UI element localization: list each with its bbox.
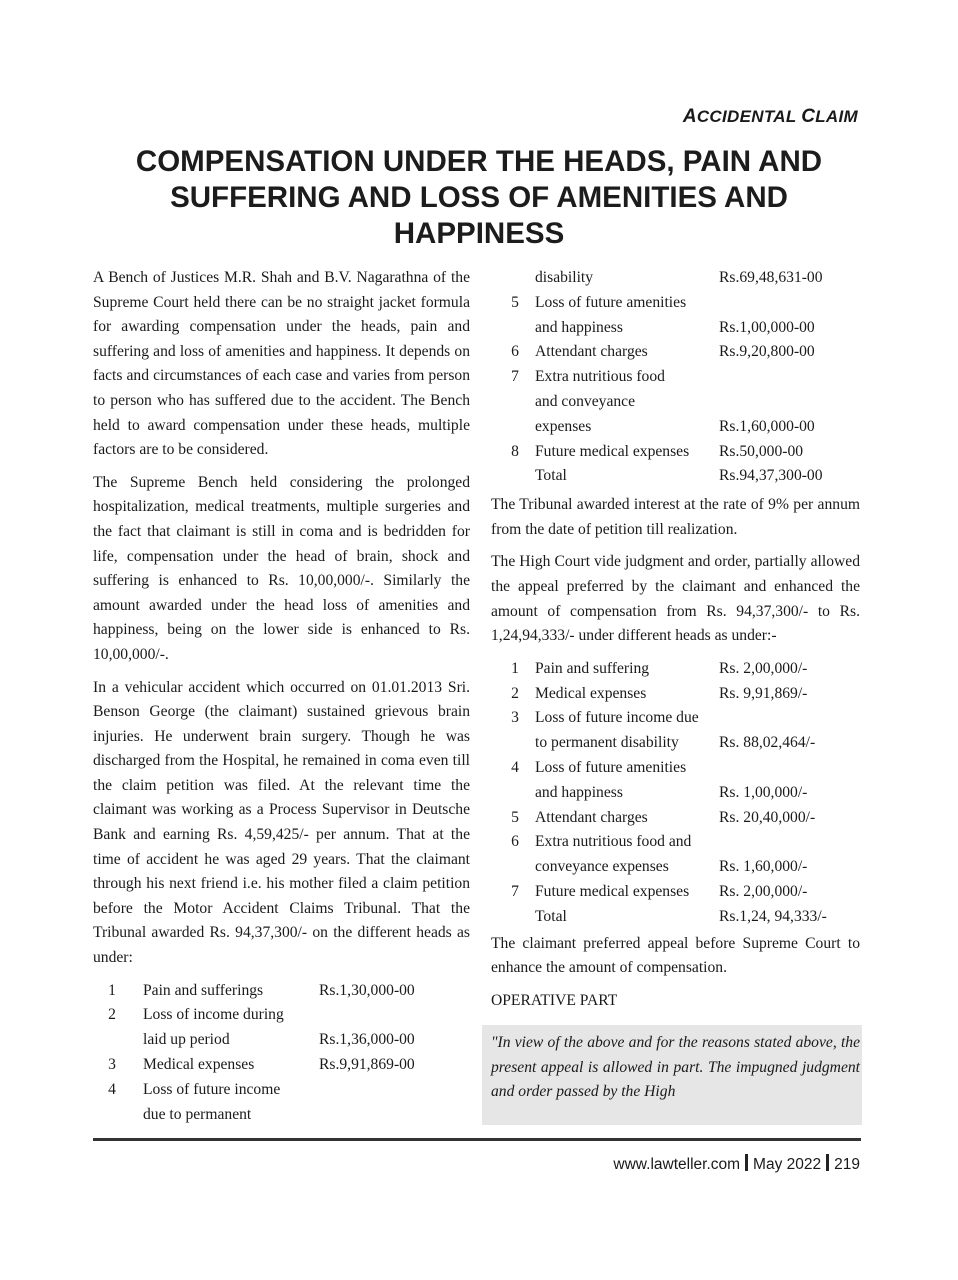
table-row [503, 390, 823, 415]
item-description: Total [535, 467, 567, 485]
table-row [503, 682, 827, 707]
tribunal-award-table-continued [503, 266, 823, 489]
item-amount: Rs.1,60,000-00 [719, 417, 815, 435]
item-description: Pain and sufferings [143, 981, 264, 999]
item-description: Loss of future amenities [535, 758, 687, 776]
item-amount: Rs. 2,00,000/- [719, 882, 808, 900]
item-number: 3 [108, 1056, 116, 1074]
item-description: Loss of future income [143, 1080, 281, 1098]
left-column [93, 266, 470, 1127]
table-row [503, 657, 827, 682]
website-link[interactable]: www.lawteller.com [613, 1156, 741, 1173]
item-amount: Rs. 1,60,000/- [719, 858, 808, 876]
table-row [99, 979, 415, 1004]
item-number [503, 316, 535, 341]
table-row [99, 1078, 415, 1103]
item-number: 6 [511, 833, 519, 851]
page-number: 219 [834, 1156, 860, 1173]
item-description: Pain and suffering [535, 659, 650, 677]
item-amount: Rs. 20,40,000/- [719, 808, 816, 826]
item-amount: Rs. 1,00,000/- [719, 783, 808, 801]
item-amount: Rs.69,48,631-00 [719, 269, 823, 286]
item-amount: Rs.9,20,800-00 [719, 343, 815, 361]
item-description: Extra nutritious food and [535, 833, 692, 851]
tribunal-award-table [99, 979, 415, 1128]
item-amount [719, 830, 827, 855]
paragraph: The High Court vide judgment and order, partially allowed the appeal preferred by the claimant and enhanced the amount of compensation from Rs. 94,37,300/- to Rs. 1,24,94,333/- under different heads as under:- [491, 553, 860, 645]
item-amount [719, 756, 827, 781]
table-row [503, 830, 827, 855]
item-description: to permanent disability [535, 734, 679, 752]
item-description: Future medical expenses [535, 442, 690, 460]
table-row [99, 1003, 415, 1028]
table-row [503, 440, 823, 465]
item-amount: Rs.1,36,000-00 [319, 1031, 415, 1049]
item-description: Loss of income during [143, 1006, 284, 1024]
item-amount: Rs.1,30,000-00 [319, 981, 415, 999]
table-row [503, 340, 823, 365]
table-row [99, 1103, 415, 1128]
table-row [99, 1028, 415, 1053]
item-number: 5 [511, 293, 519, 311]
table-row [503, 731, 827, 756]
item-number: 1 [511, 659, 519, 677]
running-header: ACCIDENTAL CLAIM [682, 106, 858, 127]
item-description: Loss of future amenities [535, 293, 687, 311]
item-description: Future medical expenses [535, 882, 690, 900]
table-row [503, 706, 827, 731]
item-number: 2 [511, 684, 519, 702]
table-row [503, 291, 823, 316]
table-row [503, 880, 827, 905]
item-amount [319, 1103, 415, 1128]
item-amount [719, 365, 823, 390]
item-description: Medical expenses [143, 1056, 255, 1074]
item-number: 2 [108, 1006, 116, 1024]
item-description: conveyance expenses [535, 858, 669, 876]
item-number [99, 1028, 143, 1053]
item-number: 3 [511, 709, 519, 727]
item-description: Attendant charges [535, 808, 648, 826]
item-number: 7 [511, 882, 519, 900]
item-number [99, 1103, 143, 1128]
right-column [491, 266, 860, 1125]
item-number: 7 [511, 368, 519, 386]
item-description: Attendant charges [535, 343, 648, 361]
item-description: and happiness [535, 783, 623, 801]
item-number [503, 390, 535, 415]
item-amount: Rs.94,37,300-00 [719, 467, 823, 485]
item-amount: Rs. 2,00,000/- [719, 659, 808, 677]
item-number [503, 731, 535, 756]
item-amount: Rs.50,000-00 [719, 442, 804, 460]
item-description: Total [535, 907, 567, 925]
paragraph: In a vehicular accident which occurred on 01.01.2013 Sri. Benson George (the claimant) sustained grievous brain injuries. He underwent brain surgery. Though he was discharged from the Hospital, he remained in coma even till the claim petition was filed. At the relevant time the claimant was working as a Process Supervisor in Deutsche Bank and earning Rs. 4,59,425/- per annum. That at the time of accident he was aged 29 years. That the claimant through his next friend i.e. his mother filed a claim petition before the Motor Accident Claims Tribunal. That the Tribunal awarded Rs. 94,37,300/- on the different heads as under: [93, 678, 470, 967]
paragraph: A Bench of Justices M.R. Shah and B.V. Nagarathna of the Supreme Court held there can be no straight jacket formula for awarding compensation under the heads, pain and suffering and loss of amenities and happiness. It depends on facts and circumstances of each case and varies from person to person who has suffered due to the accident. The Bench held to award compensation under these heads, multiple factors are to be considered. [93, 269, 470, 459]
article-title: COMPENSATION UNDER THE HEADS, PAIN AND SUFFERING AND LOSS OF AMENITIES AND HAPPINESS [135, 145, 823, 250]
table-row [503, 756, 827, 781]
table-row [503, 266, 823, 291]
divider [826, 1154, 829, 1171]
table-row [503, 905, 827, 930]
table-row [99, 1053, 415, 1078]
table-row [503, 316, 823, 341]
table-row [503, 781, 827, 806]
high-court-award-table [503, 657, 827, 930]
item-amount [719, 390, 823, 415]
item-amount: Rs.9,91,869-00 [319, 1056, 415, 1074]
item-amount [719, 291, 823, 316]
issue-date: May 2022 [753, 1156, 822, 1173]
table-row [503, 365, 823, 390]
paragraph: The claimant preferred appeal before Supreme Court to enhance the amount of compensation. [491, 934, 860, 977]
item-amount: Rs.1,24, 94,333/- [719, 907, 827, 925]
item-amount: Rs. 88,02,464/- [719, 734, 816, 752]
paragraph: The Supreme Bench held considering the prolonged hospitalization, medical treatments, multiple surgeries and the fact that claimant is still in coma and is bedridden for life, compensation under the head of brain, shock and suffering is enhanced to Rs. 10,00,000/-. Similarly the amount awarded under the head loss of amenities and happiness, being on the lower side is enhanced to Rs. 10,00,000/-. [93, 473, 470, 663]
item-description: expenses [535, 417, 592, 435]
item-number: 4 [511, 758, 519, 776]
section-heading: OPERATIVE PART [491, 991, 618, 1009]
table-row [503, 464, 823, 489]
item-number: 1 [108, 981, 116, 999]
item-amount [319, 1078, 415, 1103]
item-description: due to permanent [143, 1105, 252, 1123]
item-description: disability [535, 269, 594, 286]
table-row [503, 855, 827, 880]
item-description: laid up period [143, 1031, 230, 1049]
item-amount: Rs.1,00,000-00 [719, 318, 815, 336]
table-row [503, 806, 827, 831]
item-amount [719, 706, 827, 731]
item-number [503, 266, 535, 291]
item-description: Loss of future income due [535, 709, 699, 727]
item-number: 5 [511, 808, 519, 826]
item-number: 6 [511, 343, 519, 361]
item-number [503, 855, 535, 880]
footer-rule [93, 1138, 861, 1141]
item-number: 4 [108, 1080, 116, 1098]
item-number [503, 415, 535, 440]
item-number [503, 905, 535, 930]
item-number: 8 [511, 442, 519, 460]
paragraph: The Tribunal awarded interest at the rate of 9% per annum from the date of petition till realization. [491, 496, 860, 538]
quote-box: "In view of the above and for the reasons stated above, the present appeal is allowed in part. The impugned judgment and order passed by the High [482, 1025, 862, 1125]
footer [613, 1154, 860, 1174]
divider [745, 1154, 748, 1171]
item-description: Extra nutritious food [535, 368, 665, 386]
item-amount [319, 1003, 415, 1028]
item-number [503, 464, 535, 489]
item-number [503, 781, 535, 806]
table-row [503, 415, 823, 440]
item-description: and conveyance [535, 392, 636, 410]
item-description: and happiness [535, 318, 623, 336]
item-description: Medical expenses [535, 684, 647, 702]
item-amount: Rs. 9,91,869/- [719, 684, 808, 702]
